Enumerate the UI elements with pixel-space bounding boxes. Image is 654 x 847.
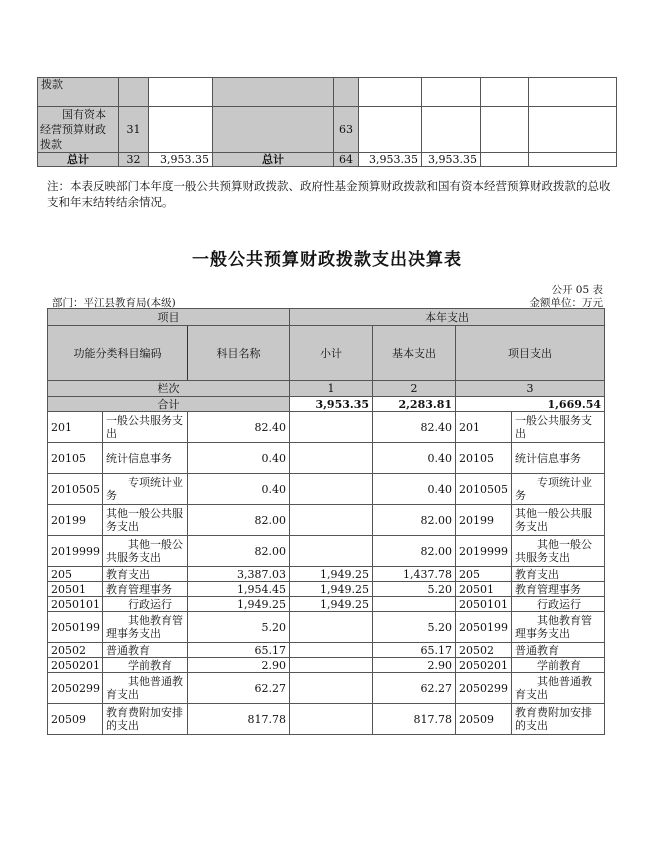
header-name: 科目名称 [188, 326, 290, 381]
row-name: 其他一般公共服务支出 [103, 536, 188, 567]
table-row [48, 536, 605, 567]
row-project: 0.40 [373, 474, 456, 505]
total-c3 [481, 153, 529, 167]
row-code-2: 2050201 [456, 658, 512, 673]
top-summary-table [37, 77, 617, 167]
row-code: 20199 [48, 505, 103, 536]
header-subtotal: 小计 [290, 326, 373, 381]
col-index-1: 1 [290, 381, 373, 397]
row-project: 65.17 [373, 643, 456, 658]
row-name: 学前教育 [103, 658, 188, 673]
table-row [48, 505, 605, 536]
row-subtotal: 1,954.45 [188, 582, 290, 597]
total-row [38, 153, 617, 167]
row-c1 [359, 78, 422, 107]
row-name-2: 其他一般公共服务支出 [512, 536, 605, 567]
table-row [48, 582, 605, 597]
total-label: 合计 [48, 397, 290, 412]
row-code: 2019999 [48, 536, 103, 567]
row-code: 201 [48, 412, 103, 443]
row-line: 31 [119, 107, 149, 153]
total-label: 总计 [38, 153, 119, 167]
row-name-2: 教育管理事务 [512, 582, 605, 597]
row-basic: 1,949.25 [290, 597, 373, 612]
total-c1: 3,953.35 [359, 153, 422, 167]
table-row [48, 643, 605, 658]
total-basic: 2,283.81 [373, 397, 456, 412]
total-c4 [529, 153, 617, 167]
row-code: 2050201 [48, 658, 103, 673]
row-value [149, 78, 213, 107]
col-index-3: 3 [456, 381, 605, 397]
row-project: 5.20 [373, 612, 456, 643]
row-name: 其他普通教育支出 [103, 673, 188, 704]
row-name-2: 行政运行 [512, 597, 605, 612]
row-name-2: 其他一般公共服务支出 [512, 505, 605, 536]
row-code-2: 20502 [456, 643, 512, 658]
table-row [48, 567, 605, 582]
row-code-2: 205 [456, 567, 512, 582]
row-project: 62.27 [373, 673, 456, 704]
form-number: 公开 05 表 [551, 284, 603, 296]
row-basic [290, 673, 373, 704]
row-project: 2.90 [373, 658, 456, 673]
row-c3 [481, 78, 529, 107]
row-project: 82.00 [373, 505, 456, 536]
row-project: 1,437.78 [373, 567, 456, 582]
row-subtotal: 2.90 [188, 658, 290, 673]
total-right-label: 总计 [213, 153, 334, 167]
row-subtotal: 5.20 [188, 612, 290, 643]
row-basic [290, 536, 373, 567]
row-subtotal: 817.78 [188, 704, 290, 735]
header-basic: 基本支出 [373, 326, 456, 381]
row-basic [290, 704, 373, 735]
row-name: 专项统计业务 [103, 474, 188, 505]
row-code-2: 2019999 [456, 536, 512, 567]
row-project: 817.78 [373, 704, 456, 735]
row-name: 教育费附加安排的支出 [103, 704, 188, 735]
row-subtotal: 62.27 [188, 673, 290, 704]
row-name: 教育管理事务 [103, 582, 188, 597]
row-name-2: 普通教育 [512, 643, 605, 658]
row-project: 82.00 [373, 536, 456, 567]
row-code: 20509 [48, 704, 103, 735]
row-code: 20105 [48, 443, 103, 474]
row-code-2: 20509 [456, 704, 512, 735]
page-title: 一般公共预算财政拨款支出决算表 [192, 250, 462, 270]
row-subtotal: 0.40 [188, 474, 290, 505]
row-value [149, 107, 213, 153]
row-code: 2050299 [48, 673, 103, 704]
row-label: 国有资本经营预算财政拨款 [38, 107, 119, 153]
row-code-2: 201 [456, 412, 512, 443]
total-right-line: 64 [334, 153, 359, 167]
row-c2 [422, 78, 481, 107]
table-row [48, 597, 605, 612]
row-name-2: 学前教育 [512, 658, 605, 673]
row-basic [290, 505, 373, 536]
header-current-year: 本年支出 [290, 309, 605, 326]
row-subtotal: 3,387.03 [188, 567, 290, 582]
row-project: 5.20 [373, 582, 456, 597]
table-row [48, 704, 605, 735]
table-row [48, 474, 605, 505]
row-subtotal: 82.40 [188, 412, 290, 443]
col-index-2: 2 [373, 381, 456, 397]
row-right-label [213, 78, 334, 107]
row-name: 其他教育管理事务支出 [103, 612, 188, 643]
row-code-2: 2050101 [456, 597, 512, 612]
total-c2: 3,953.35 [422, 153, 481, 167]
row-name: 普通教育 [103, 643, 188, 658]
row-project: 82.40 [373, 412, 456, 443]
row-project [373, 597, 456, 612]
row-code: 2050199 [48, 612, 103, 643]
header-code: 功能分类科目编码 [48, 326, 188, 381]
row-name-2: 一般公共服务支出 [512, 412, 605, 443]
total-value: 3,953.35 [149, 153, 213, 167]
department-label: 部门：平江县教育局(本级) [52, 297, 176, 309]
row-code-2: 20105 [456, 443, 512, 474]
table-row [38, 107, 617, 153]
row-basic [290, 643, 373, 658]
row-name: 其他一般公共服务支出 [103, 505, 188, 536]
row-subtotal: 65.17 [188, 643, 290, 658]
row-code-2: 20199 [456, 505, 512, 536]
row-subtotal: 1,949.25 [188, 597, 290, 612]
row-basic [290, 658, 373, 673]
row-label: 拨款 [38, 78, 119, 107]
row-basic: 1,949.25 [290, 582, 373, 597]
row-code-2: 2050299 [456, 673, 512, 704]
table-row [48, 443, 605, 474]
header-item: 项目 [48, 309, 290, 326]
total-project: 1,669.54 [456, 397, 605, 412]
table-row [48, 412, 605, 443]
table-row [38, 78, 617, 107]
row-c4 [529, 107, 617, 153]
row-name-2: 统计信息事务 [512, 443, 605, 474]
row-code-2: 2010505 [456, 474, 512, 505]
row-name: 行政运行 [103, 597, 188, 612]
row-c1 [359, 107, 422, 153]
table-note: 注：本表反映部门本年度一般公共预算财政拨款、政府性基金预算财政拨款和国有资本经营预算财政拨款的总收支和年末结转结余情况。 [47, 179, 611, 209]
row-line [119, 78, 149, 107]
row-code: 20501 [48, 582, 103, 597]
total-line: 32 [119, 153, 149, 167]
row-code: 205 [48, 567, 103, 582]
row-subtotal: 0.40 [188, 443, 290, 474]
header-project: 项目支出 [456, 326, 605, 381]
row-name-2: 专项统计业务 [512, 474, 605, 505]
row-code: 20502 [48, 643, 103, 658]
row-c2 [422, 107, 481, 153]
row-name: 一般公共服务支出 [103, 412, 188, 443]
row-basic: 1,949.25 [290, 567, 373, 582]
row-right-line [334, 78, 359, 107]
unit-label: 金额单位：万元 [529, 297, 603, 309]
table-row [48, 612, 605, 643]
row-c3 [481, 107, 529, 153]
row-name-2: 教育支出 [512, 567, 605, 582]
row-name: 教育支出 [103, 567, 188, 582]
expenditure-table [47, 308, 605, 735]
row-basic [290, 612, 373, 643]
row-code: 2050101 [48, 597, 103, 612]
row-right-label [213, 107, 334, 153]
row-basic [290, 412, 373, 443]
row-subtotal: 82.00 [188, 505, 290, 536]
row-c4 [529, 78, 617, 107]
total-subtotal: 3,953.35 [290, 397, 373, 412]
col-index-label: 栏次 [48, 381, 290, 397]
table-row [48, 658, 605, 673]
row-name-2: 教育费附加安排的支出 [512, 704, 605, 735]
row-code-2: 2050199 [456, 612, 512, 643]
row-right-line: 63 [334, 107, 359, 153]
row-basic [290, 474, 373, 505]
table-row [48, 673, 605, 704]
row-subtotal: 82.00 [188, 536, 290, 567]
row-project: 0.40 [373, 443, 456, 474]
row-name-2: 其他普通教育支出 [512, 673, 605, 704]
row-name-2: 其他教育管理事务支出 [512, 612, 605, 643]
row-name: 统计信息事务 [103, 443, 188, 474]
row-code: 2010505 [48, 474, 103, 505]
row-basic [290, 443, 373, 474]
row-code-2: 20501 [456, 582, 512, 597]
